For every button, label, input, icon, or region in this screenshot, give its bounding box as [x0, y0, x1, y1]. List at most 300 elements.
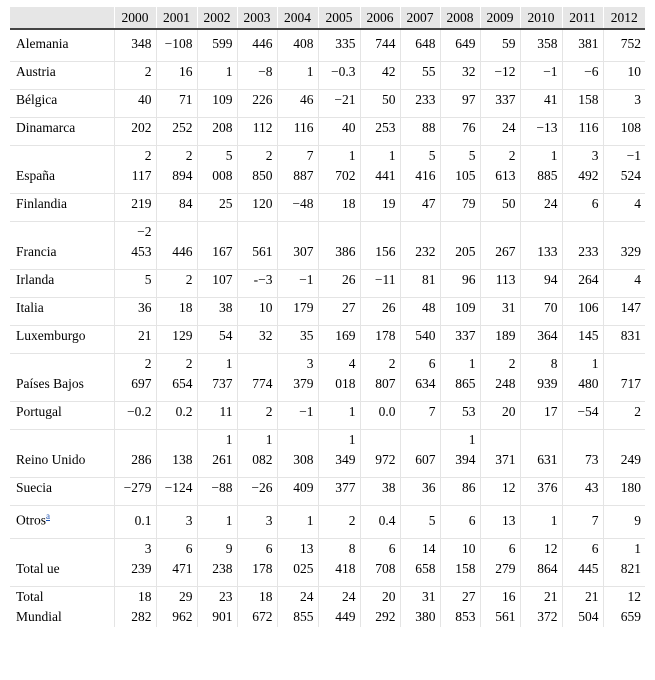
- value-cell: [400, 430, 440, 478]
- value-text: 167: [212, 244, 233, 259]
- value-cell: [360, 478, 400, 506]
- value-text: 12: [502, 480, 516, 495]
- value-cell: [360, 194, 400, 222]
- value-cell: [603, 586, 645, 627]
- value-cell: [520, 506, 562, 539]
- value-text: 129: [172, 328, 193, 343]
- value-cell: [520, 90, 562, 118]
- value-text: 2: [265, 148, 273, 163]
- value-cell: [156, 430, 197, 478]
- value-cell: [520, 194, 562, 222]
- value-text: 6: [185, 540, 193, 556]
- value-text: 885: [537, 168, 558, 183]
- value-text: 14: [422, 540, 436, 556]
- value-cell: [480, 270, 520, 298]
- value-text: 71: [179, 92, 193, 107]
- value-text: 10: [462, 540, 476, 556]
- value-text: 349: [335, 452, 356, 467]
- value-cell: [400, 90, 440, 118]
- table-row: [10, 118, 645, 146]
- value-text: 18: [342, 196, 356, 211]
- value-cell: [562, 118, 603, 146]
- value-cell: [603, 506, 645, 539]
- value-cell: [277, 29, 318, 62]
- value-text: 208: [212, 120, 233, 135]
- value-text: 226: [252, 92, 273, 107]
- table-row: [10, 29, 645, 62]
- value-text: 2: [348, 512, 356, 528]
- value-text: 59: [502, 36, 516, 51]
- value-cell: [237, 478, 277, 506]
- value-cell: [237, 222, 277, 270]
- country-cell: [10, 146, 114, 194]
- value-text: 377: [335, 480, 356, 495]
- value-text: 853: [455, 608, 476, 624]
- value-text: 53: [462, 404, 476, 419]
- value-cell: [318, 326, 360, 354]
- value-text: 376: [537, 480, 558, 495]
- value-cell: [603, 29, 645, 62]
- value-cell: [277, 194, 318, 222]
- value-text: 248: [495, 376, 516, 391]
- value-text: 17: [544, 404, 558, 419]
- value-cell: [277, 538, 318, 586]
- value-text: 107: [212, 272, 233, 287]
- value-text: 2: [185, 272, 193, 287]
- value-cell: [197, 586, 237, 627]
- value-cell: [114, 538, 156, 586]
- value-cell: [520, 270, 562, 298]
- value-cell: [520, 298, 562, 326]
- value-text: 24: [544, 196, 558, 211]
- value-text: 88: [422, 120, 436, 135]
- value-cell: [237, 402, 277, 430]
- value-cell: [440, 586, 480, 627]
- value-text: 108: [620, 120, 641, 135]
- value-text: 50: [502, 196, 516, 211]
- value-text: −1: [299, 404, 314, 419]
- value-cell: [318, 90, 360, 118]
- value-text: 561: [495, 608, 516, 624]
- value-text: 117: [131, 168, 152, 183]
- value-cell: [440, 506, 480, 539]
- value-cell: [440, 90, 480, 118]
- value-text: 292: [375, 608, 396, 624]
- value-text: 2: [634, 404, 641, 419]
- value-cell: [603, 118, 645, 146]
- year-header: 2001: [156, 7, 197, 29]
- value-cell: [440, 538, 480, 586]
- value-text: 453: [131, 244, 152, 259]
- value-cell: [603, 430, 645, 478]
- value-text: 12: [627, 588, 641, 604]
- value-cell: [520, 222, 562, 270]
- value-text: 138: [172, 452, 193, 467]
- value-cell: [562, 62, 603, 90]
- value-cell: [562, 194, 603, 222]
- value-cell: [360, 538, 400, 586]
- value-cell: [480, 298, 520, 326]
- value-cell: [400, 270, 440, 298]
- value-text: 8: [550, 356, 558, 371]
- value-text: 1: [348, 432, 356, 447]
- value-text: 10: [627, 64, 641, 79]
- value-text: 408: [293, 36, 314, 51]
- value-cell: [277, 298, 318, 326]
- value-text: 379: [293, 376, 314, 391]
- value-text: 1: [591, 356, 599, 371]
- value-text: 658: [415, 560, 436, 576]
- value-text: −124: [164, 480, 193, 495]
- value-text: 524: [620, 168, 641, 183]
- value-cell: [520, 62, 562, 90]
- value-text: −21: [334, 92, 356, 107]
- value-text: 147: [620, 300, 641, 315]
- value-cell: [562, 354, 603, 402]
- value-cell: [197, 402, 237, 430]
- value-cell: [277, 62, 318, 90]
- value-text: 337: [495, 92, 516, 107]
- value-cell: [114, 90, 156, 118]
- value-cell: [603, 270, 645, 298]
- country-cell: [10, 326, 114, 354]
- value-cell: [318, 478, 360, 506]
- value-cell: [440, 146, 480, 194]
- value-text: 178: [375, 328, 396, 343]
- table-row: [10, 506, 645, 539]
- value-text: 23: [219, 588, 233, 604]
- value-text: 13: [300, 540, 314, 556]
- value-text: 169: [335, 328, 356, 343]
- table-row: [10, 146, 645, 194]
- value-cell: [197, 118, 237, 146]
- value-text: 13: [502, 512, 516, 528]
- value-cell: [603, 194, 645, 222]
- value-cell: [318, 146, 360, 194]
- value-cell: [480, 194, 520, 222]
- value-cell: [156, 90, 197, 118]
- value-text: 634: [415, 376, 436, 391]
- value-text: 972: [375, 452, 396, 467]
- value-text: 561: [252, 244, 273, 259]
- value-text: 864: [537, 560, 558, 576]
- value-text: 2: [144, 148, 152, 163]
- value-cell: [480, 402, 520, 430]
- value-cell: [156, 586, 197, 627]
- value-text: 504: [578, 608, 599, 624]
- value-text: 480: [578, 376, 599, 391]
- value-text: 109: [455, 300, 476, 315]
- value-cell: [237, 354, 277, 402]
- value-cell: [318, 222, 360, 270]
- value-cell: [562, 298, 603, 326]
- year-header: 2011: [562, 7, 603, 29]
- value-text: 1: [348, 148, 356, 163]
- table-row: [10, 194, 645, 222]
- value-text: 38: [382, 480, 396, 495]
- value-text: 449: [335, 608, 356, 624]
- value-cell: [480, 29, 520, 62]
- value-text: 1: [225, 356, 233, 371]
- value-cell: [237, 326, 277, 354]
- value-cell: [156, 298, 197, 326]
- value-cell: [114, 118, 156, 146]
- table-row: [10, 586, 645, 627]
- value-text: 94: [544, 272, 558, 287]
- value-text: 109: [212, 92, 233, 107]
- value-cell: [480, 478, 520, 506]
- value-text: 697: [131, 376, 152, 391]
- value-cell: [156, 478, 197, 506]
- header-row: [10, 7, 645, 29]
- country-cell: [10, 478, 114, 506]
- value-cell: [237, 538, 277, 586]
- value-text: 55: [422, 64, 436, 79]
- country-cell: [10, 194, 114, 222]
- country-name: Total ue: [16, 560, 60, 576]
- value-text: 409: [293, 480, 314, 495]
- value-cell: [400, 146, 440, 194]
- value-text: 47: [422, 196, 436, 211]
- value-cell: [603, 222, 645, 270]
- value-cell: [400, 118, 440, 146]
- value-cell: [400, 538, 440, 586]
- value-cell: [562, 29, 603, 62]
- value-cell: [237, 62, 277, 90]
- value-cell: [156, 270, 197, 298]
- table-row: [10, 62, 645, 90]
- value-text: 81: [422, 272, 436, 287]
- value-text: 286: [131, 452, 152, 467]
- value-cell: [440, 298, 480, 326]
- value-cell: [520, 538, 562, 586]
- country-name: Total Mundial: [16, 588, 62, 624]
- value-text: 5: [144, 272, 152, 287]
- value-text: 97: [462, 92, 476, 107]
- value-text: 0.0: [378, 404, 396, 419]
- value-cell: [237, 194, 277, 222]
- value-text: 35: [300, 328, 314, 343]
- value-text: 233: [415, 92, 436, 107]
- value-text: 106: [578, 300, 599, 315]
- value-cell: [237, 298, 277, 326]
- value-cell: [237, 29, 277, 62]
- value-text: 31: [422, 588, 436, 604]
- value-cell: [156, 506, 197, 539]
- year-header: 2012: [603, 7, 645, 29]
- value-text: 2: [388, 356, 396, 371]
- value-text: 239: [131, 560, 152, 576]
- value-cell: [440, 118, 480, 146]
- value-text: 025: [293, 560, 314, 576]
- value-cell: [360, 270, 400, 298]
- value-cell: [562, 538, 603, 586]
- value-cell: [520, 326, 562, 354]
- value-text: −26: [251, 480, 273, 495]
- table-row: [10, 90, 645, 118]
- footnote-link[interactable]: a: [46, 511, 50, 521]
- value-text: 27: [462, 588, 476, 604]
- value-text: 381: [578, 36, 599, 51]
- country-name: Otros: [16, 512, 46, 528]
- value-cell: [360, 118, 400, 146]
- value-cell: [114, 326, 156, 354]
- value-cell: [197, 298, 237, 326]
- value-text: 249: [620, 452, 641, 467]
- value-text: 446: [172, 244, 193, 259]
- country-name: Francia: [16, 244, 57, 259]
- value-text: 492: [578, 168, 599, 183]
- value-text: 0.1: [134, 512, 152, 528]
- value-text: 120: [252, 196, 273, 211]
- value-cell: [562, 430, 603, 478]
- value-text: 178: [252, 560, 273, 576]
- value-text: 348: [131, 36, 152, 51]
- value-text: 774: [252, 376, 273, 391]
- value-cell: [360, 430, 400, 478]
- value-text: 744: [375, 36, 396, 51]
- value-cell: [603, 90, 645, 118]
- value-text: −1: [626, 148, 641, 163]
- country-name: Austria: [16, 64, 56, 79]
- value-text: 26: [342, 272, 356, 287]
- value-cell: [603, 478, 645, 506]
- value-cell: [277, 118, 318, 146]
- value-cell: [277, 586, 318, 627]
- value-text: 865: [455, 376, 476, 391]
- value-text: 21: [585, 588, 599, 604]
- value-text: 179: [293, 300, 314, 315]
- value-text: 1: [225, 64, 233, 79]
- value-cell: [520, 354, 562, 402]
- value-cell: [440, 354, 480, 402]
- value-text: 79: [462, 196, 476, 211]
- value-text: 855: [293, 608, 314, 624]
- value-text: 386: [335, 244, 356, 259]
- value-text: 16: [502, 588, 516, 604]
- value-cell: [197, 354, 237, 402]
- value-text: 831: [620, 328, 641, 343]
- value-text: 267: [495, 244, 516, 259]
- value-cell: [114, 62, 156, 90]
- value-text: −279: [123, 480, 152, 495]
- value-text: 418: [335, 560, 356, 576]
- value-cell: [318, 506, 360, 539]
- value-cell: [400, 222, 440, 270]
- value-text: −88: [211, 480, 233, 495]
- value-cell: [603, 62, 645, 90]
- value-text: 1: [468, 356, 476, 371]
- value-text: 1: [388, 148, 396, 163]
- country-name: Portugal: [16, 404, 62, 419]
- value-cell: [440, 270, 480, 298]
- value-cell: [197, 270, 237, 298]
- value-cell: [318, 586, 360, 627]
- country-name: Dinamarca: [16, 120, 76, 135]
- value-text: 7: [591, 512, 599, 528]
- value-text: 54: [219, 328, 233, 343]
- value-cell: [318, 29, 360, 62]
- country-cell: [10, 430, 114, 478]
- value-text: −1: [543, 64, 558, 79]
- value-text: 371: [495, 452, 516, 467]
- value-text: 717: [620, 376, 641, 391]
- value-text: 3: [265, 512, 273, 528]
- value-text: 659: [620, 608, 641, 624]
- value-cell: [520, 478, 562, 506]
- value-cell: [480, 118, 520, 146]
- value-text: 540: [415, 328, 436, 343]
- value-text: 008: [212, 168, 233, 183]
- value-cell: [114, 222, 156, 270]
- value-cell: [237, 90, 277, 118]
- value-text: 158: [455, 560, 476, 576]
- value-cell: [277, 402, 318, 430]
- year-header: 2003: [237, 7, 277, 29]
- value-cell: [237, 270, 277, 298]
- value-text: −48: [292, 196, 314, 211]
- value-text: 113: [495, 272, 516, 287]
- value-cell: [400, 354, 440, 402]
- value-text: 364: [537, 328, 558, 343]
- value-text: 3: [634, 92, 641, 107]
- year-header: 2009: [480, 7, 520, 29]
- value-text: 73: [585, 452, 599, 467]
- value-text: 189: [495, 328, 516, 343]
- value-text: 18: [259, 588, 273, 604]
- value-text: 10: [259, 300, 273, 315]
- value-cell: [156, 194, 197, 222]
- value-text: 708: [375, 560, 396, 576]
- value-cell: [114, 478, 156, 506]
- country-cell: [10, 222, 114, 270]
- value-cell: [197, 478, 237, 506]
- table-body: [10, 29, 645, 627]
- value-cell: [156, 538, 197, 586]
- value-text: −2: [137, 224, 152, 239]
- value-text: 21: [544, 588, 558, 604]
- value-cell: [360, 222, 400, 270]
- value-text: 6: [468, 512, 476, 528]
- value-text: 11: [219, 404, 233, 419]
- value-cell: [400, 62, 440, 90]
- country-name: España: [16, 168, 55, 183]
- value-text: 4: [634, 196, 641, 211]
- country-cell: [10, 354, 114, 402]
- value-text: 76: [462, 120, 476, 135]
- value-text: 894: [172, 168, 193, 183]
- value-text: 1: [468, 432, 476, 447]
- value-cell: [197, 194, 237, 222]
- value-text: 471: [172, 560, 193, 576]
- value-text: 1: [348, 404, 356, 419]
- value-text: 96: [462, 272, 476, 287]
- value-text: 887: [293, 168, 314, 183]
- value-cell: [197, 146, 237, 194]
- value-text: 18: [179, 300, 193, 315]
- value-cell: [480, 430, 520, 478]
- value-cell: [360, 90, 400, 118]
- value-text: 19: [382, 196, 396, 211]
- value-cell: [400, 478, 440, 506]
- table-row: [10, 538, 645, 586]
- value-text: 29: [179, 588, 193, 604]
- value-cell: [360, 326, 400, 354]
- year-header: 2004: [277, 7, 318, 29]
- country-cell: [10, 402, 114, 430]
- value-text: 5: [468, 148, 476, 163]
- value-cell: [480, 538, 520, 586]
